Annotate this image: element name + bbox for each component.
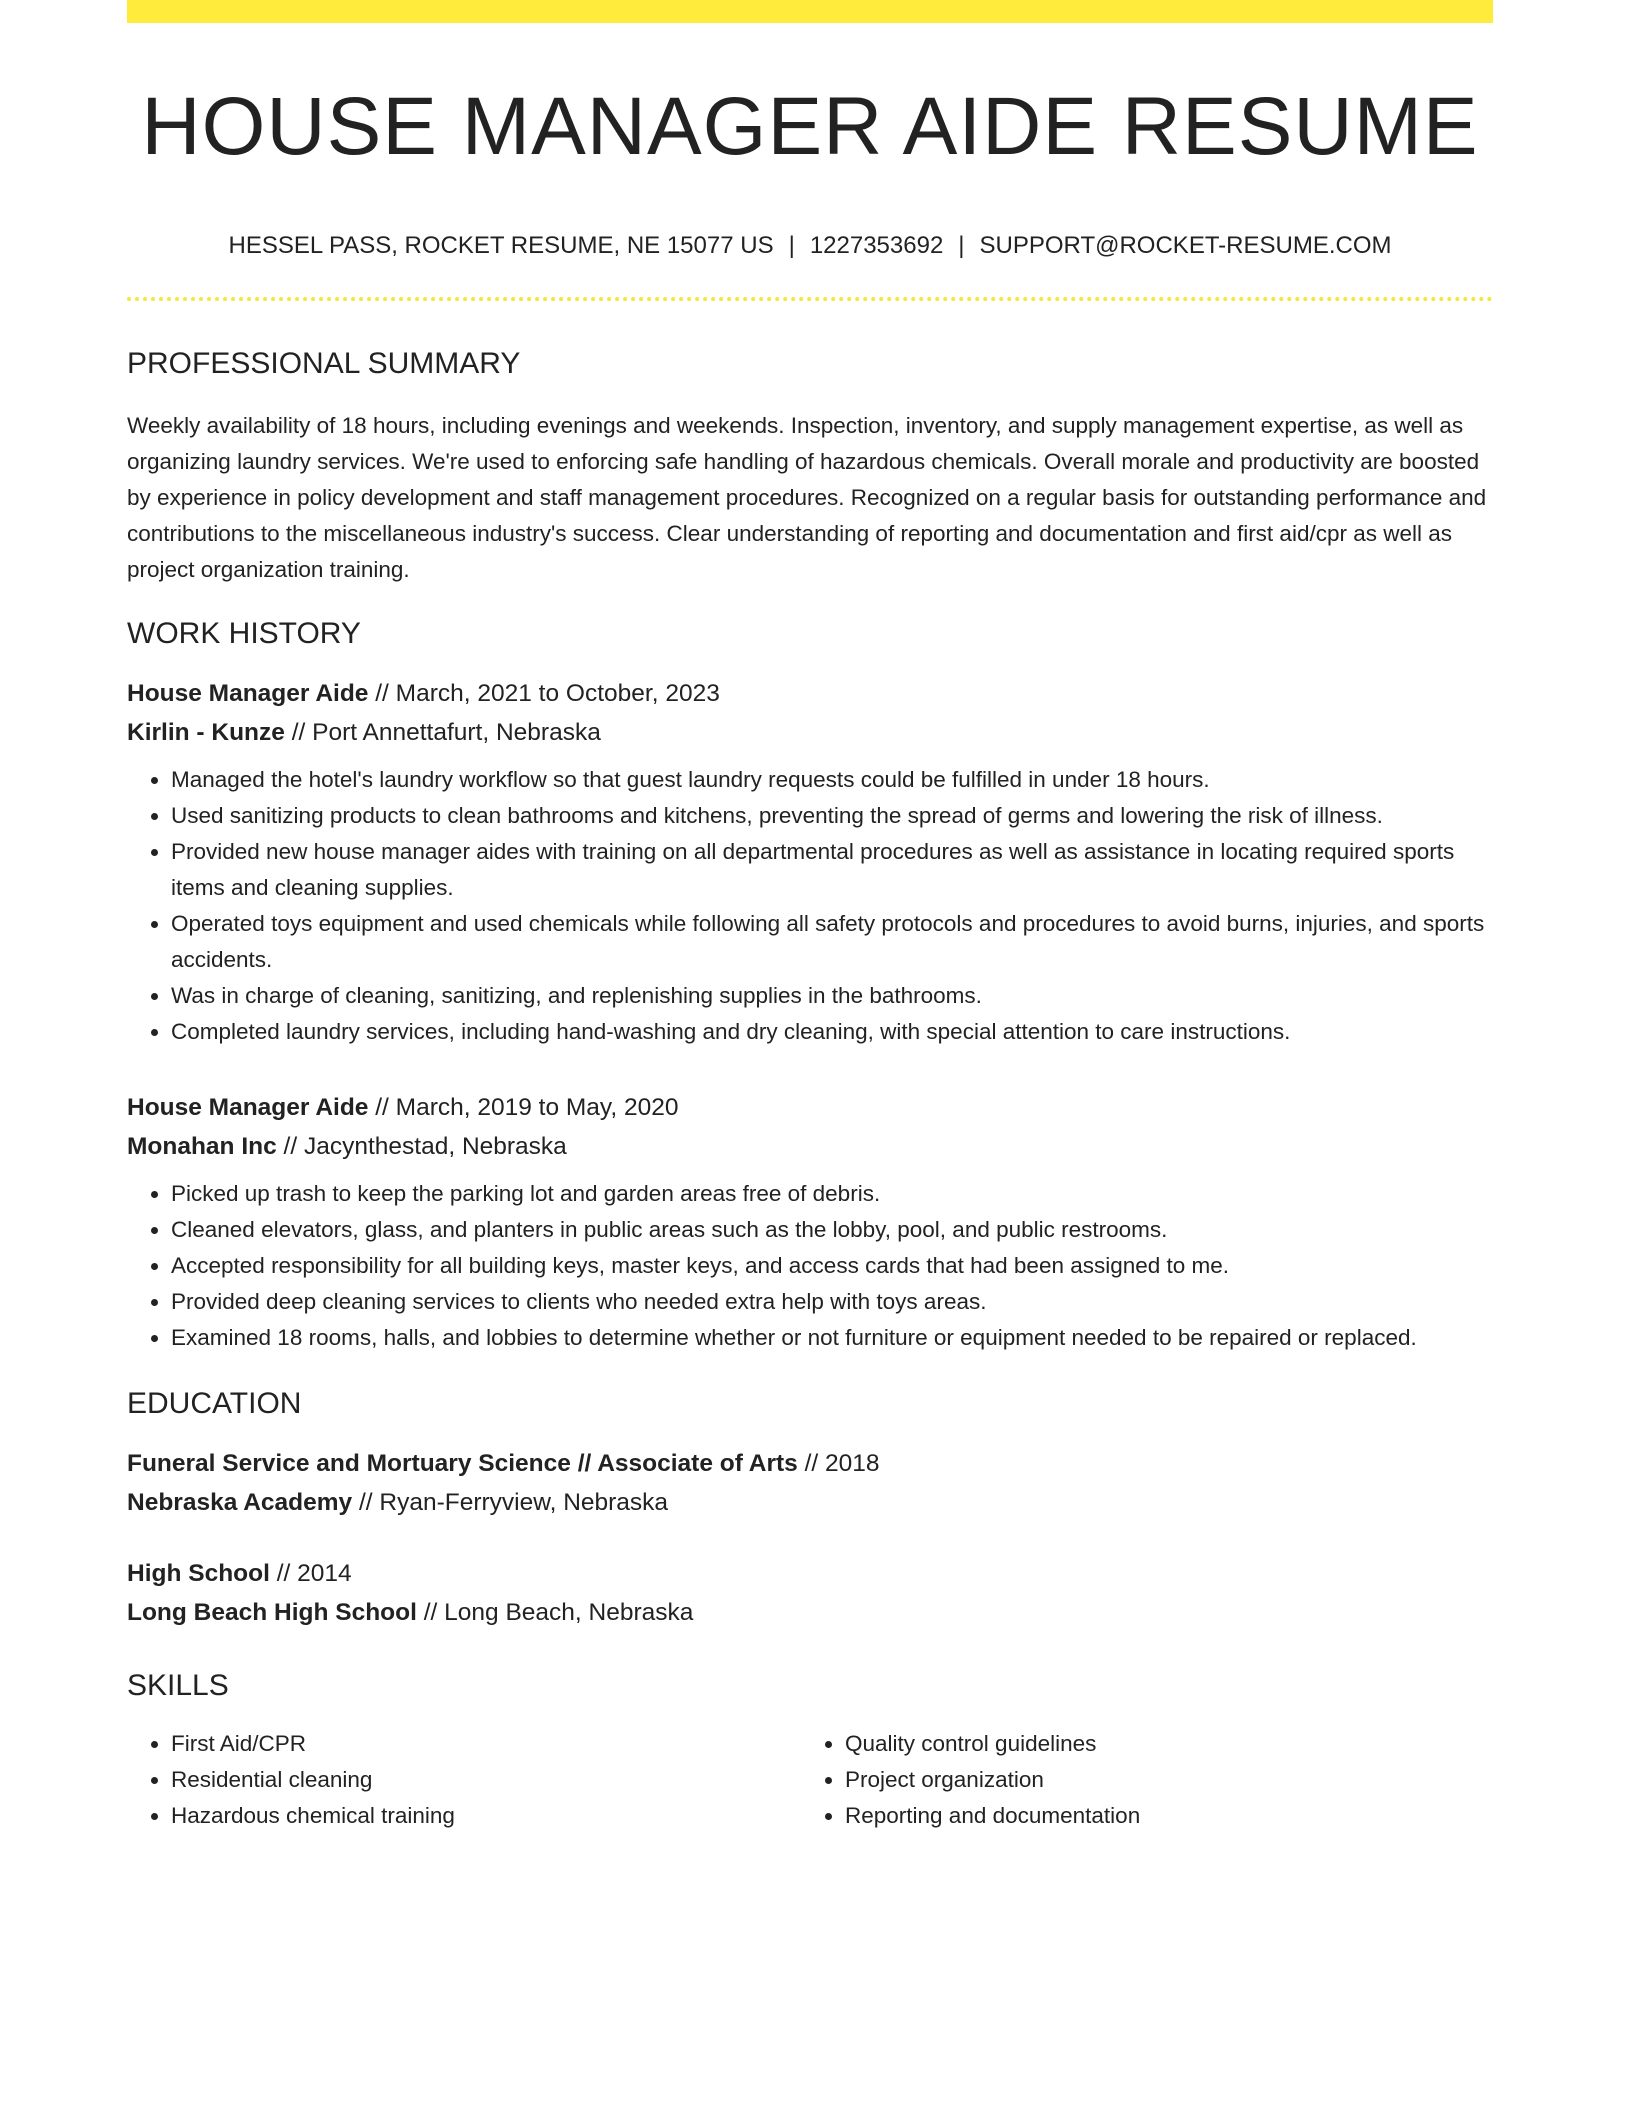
job-location: // Jacynthestad, Nebraska xyxy=(283,1132,567,1160)
job-title: House Manager Aide xyxy=(127,679,369,707)
job-location: // Port Annettafurt, Nebraska xyxy=(291,718,601,746)
list-item: • Was in charge of cleaning, sanitizing, and replenishing supplies in the bathrooms. xyxy=(171,978,1493,1014)
list-item: • Examined 18 rooms, halls, and lobbies to determine whether or not furniture or equipment needed to be repaired or replaced. xyxy=(171,1320,1493,1356)
list-item: • Quality control guidelines xyxy=(845,1726,1475,1762)
list-item: • Managed the hotel's laundry workflow so that guest laundry requests could be fulfilled in under 18 hours. xyxy=(171,762,1493,798)
contact-phone: 1227353692 xyxy=(809,232,944,260)
list-item: • Provided deep cleaning services to clients who needed extra help with toys areas. xyxy=(171,1284,1493,1320)
section-heading-education: EDUCATION xyxy=(127,1386,302,1420)
job-dates: // March, 2019 to May, 2020 xyxy=(375,1093,679,1121)
education-location: // Ryan-Ferryview, Nebraska xyxy=(358,1488,669,1516)
skills-grid xyxy=(127,1726,1493,1834)
education-school-line xyxy=(127,1593,1493,1632)
job-entry xyxy=(127,674,1493,1050)
job-dates: // March, 2021 to October, 2023 xyxy=(375,679,720,707)
list-item: • Cleaned elevators, glass, and planters in public areas such as the lobby, pool, and public restrooms. xyxy=(171,1212,1493,1248)
education-year: // 2014 xyxy=(276,1559,352,1587)
contact-address: HESSEL PASS, ROCKET RESUME, NE 15077 US xyxy=(228,232,774,260)
job-entry xyxy=(127,1088,1493,1356)
education-degree-line xyxy=(127,1444,1493,1483)
job-duties-list xyxy=(127,762,1493,1050)
education-entry xyxy=(127,1444,1493,1522)
job-title-line xyxy=(127,1088,1493,1127)
summary-paragraph: Weekly availability of 18 hours, including evenings and weekends. Inspection, inventory, and supply management expertise, as well as organizing laundry services. We're used to enforcing safe handling of hazardous chemicals. Overall morale and productivity are boosted by experience in policy development and staff management procedures. Recognized on a regular basis for outstanding performance and contributions to the miscellaneous industry's success. Clear understanding of reporting and documentation and first aid/cpr as well as project organization training. xyxy=(127,412,1487,582)
list-item: • Picked up trash to keep the parking lot and garden areas free of debris. xyxy=(171,1176,1493,1212)
job-company-line xyxy=(127,713,1493,752)
education-location: // Long Beach, Nebraska xyxy=(423,1598,694,1626)
resume-title: HOUSE MANAGER AIDE RESUME xyxy=(141,81,1479,172)
accent-top-bar xyxy=(127,0,1493,23)
contact-separator: | xyxy=(788,232,795,260)
education-degree: Funeral Service and Mortuary Science // Associate of Arts xyxy=(127,1449,798,1477)
job-title-line xyxy=(127,674,1493,713)
skills-list-right xyxy=(801,1726,1475,1834)
list-item: • Completed laundry services, including hand-washing and dry cleaning, with special attention to care instructions. xyxy=(171,1014,1493,1050)
education-school: Nebraska Academy xyxy=(127,1488,353,1516)
education-school-line xyxy=(127,1483,1493,1522)
job-company: Kirlin - Kunze xyxy=(127,718,285,746)
dotted-divider xyxy=(127,297,1493,301)
list-item: • Accepted responsibility for all building keys, master keys, and access cards that had been assigned to me. xyxy=(171,1248,1493,1284)
education-degree-line xyxy=(127,1554,1493,1593)
contact-line xyxy=(127,232,1493,261)
contact-separator: | xyxy=(958,232,965,260)
education-year: // 2018 xyxy=(804,1449,880,1477)
job-company-line xyxy=(127,1127,1493,1166)
list-item: • Used sanitizing products to clean bathrooms and kitchens, preventing the spread of germs and lowering the risk of illness. xyxy=(171,798,1493,834)
list-item: • Hazardous chemical training xyxy=(171,1798,801,1834)
skills-list-left xyxy=(127,1726,801,1834)
list-item: • Reporting and documentation xyxy=(845,1798,1475,1834)
section-heading-summary: PROFESSIONAL SUMMARY xyxy=(127,346,521,380)
list-item: • Operated toys equipment and used chemicals while following all safety protocols and procedures to avoid burns, injuries, and sports accidents. xyxy=(171,906,1493,978)
job-company: Monahan Inc xyxy=(127,1132,277,1160)
education-school: Long Beach High School xyxy=(127,1598,417,1626)
job-duties-list xyxy=(127,1176,1493,1356)
list-item: • Project organization xyxy=(845,1762,1475,1798)
resume-page xyxy=(127,0,1493,1834)
education-degree: High School xyxy=(127,1559,270,1587)
education-entry xyxy=(127,1554,1493,1632)
list-item: • First Aid/CPR xyxy=(171,1726,801,1762)
section-heading-skills: SKILLS xyxy=(127,1668,229,1702)
job-title: House Manager Aide xyxy=(127,1093,369,1121)
list-item: • Provided new house manager aides with training on all departmental procedures as well as assistance in locating required sports items and cleaning supplies. xyxy=(171,834,1493,906)
list-item: • Residential cleaning xyxy=(171,1762,801,1798)
contact-email: SUPPORT@ROCKET-RESUME.COM xyxy=(979,232,1392,260)
section-heading-work-history: WORK HISTORY xyxy=(127,616,361,650)
